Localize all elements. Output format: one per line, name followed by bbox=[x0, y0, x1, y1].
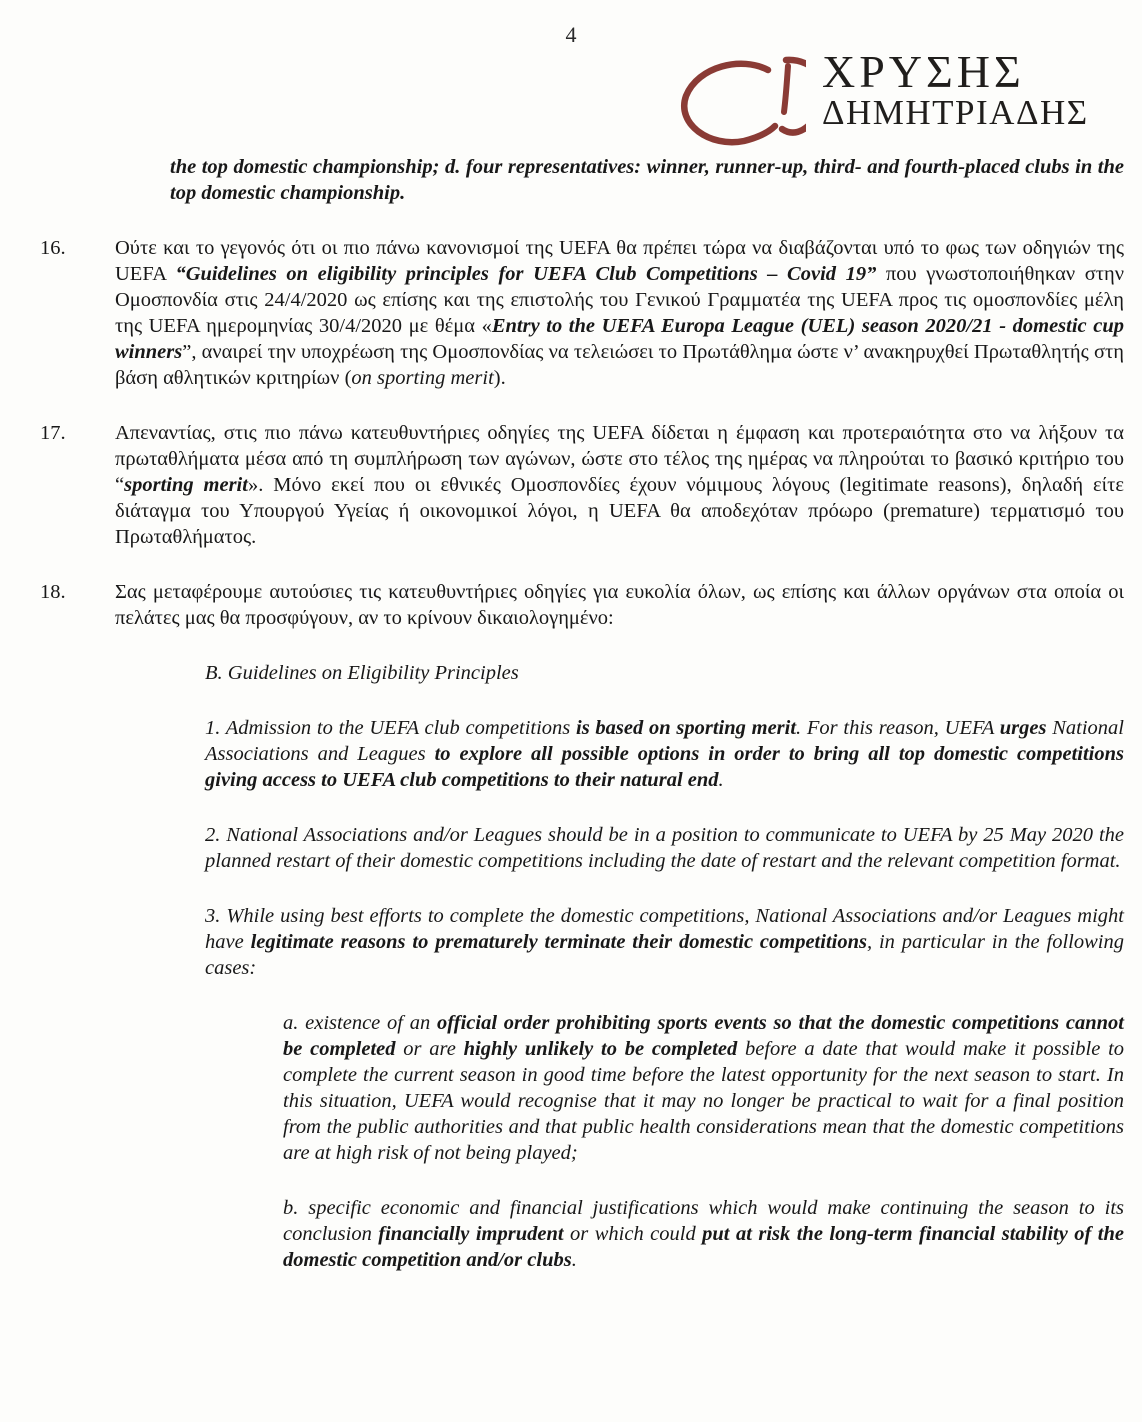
text-run: legitimate reasons to prematurely terminate their domestic competitions bbox=[250, 931, 867, 953]
firm-name-line2: ΔΗΜΗΤΡΙΑΔΗΣ bbox=[822, 93, 1089, 132]
paragraph-17 bbox=[0, 420, 1142, 550]
text-run: . bbox=[571, 1249, 577, 1271]
text-run: is based on sporting merit bbox=[576, 717, 797, 739]
guidelines-subitem-a bbox=[283, 1010, 1124, 1166]
guidelines-item-1 bbox=[205, 715, 1124, 793]
paragraph-16-number: 16. bbox=[40, 237, 66, 259]
paragraph-18 bbox=[0, 579, 1142, 631]
text-run: official order prohibiting sports events so that the domestic competitions cannot be completed bbox=[283, 1012, 1125, 1060]
text-run: . bbox=[718, 769, 724, 791]
text-run: , in particular in the following cases: bbox=[205, 931, 1124, 979]
guidelines-item-2 bbox=[205, 822, 1124, 874]
text-run: 3. While using best efforts to complete the domestic competitions, National Associations and/or Leagues might have bbox=[205, 905, 1124, 953]
text-run: “Guidelines on eligibility principles for UEFA Club Competitions – Covid 19” bbox=[175, 263, 877, 285]
text-run: put at risk the long-term financial stability of the domestic competition and/or clubs bbox=[283, 1223, 1124, 1271]
page-number: 4 bbox=[565, 22, 577, 47]
text-run: National Associations and Leagues bbox=[205, 717, 1124, 765]
text-run: Σας μεταφέρουμε αυτούσιες τις κατευθυντήριες οδηγίες για ευκολία όλων, ως επίσης και άλλων οργάνων στα οποία οι πελάτες μας θα προσφύγουν, αν το κρίνουν δικαιολογημένο: bbox=[115, 581, 1124, 629]
text-run: . For this reason, UEFA bbox=[796, 717, 1000, 739]
guidelines-heading bbox=[205, 660, 1124, 686]
text-run: on sporting merit bbox=[351, 367, 494, 389]
text-run: Ούτε και το γεγονός ότι οι πιο πάνω κανονισμοί της UEFA θα πρέπει τώρα να διαβάζονται υπό το φως των οδηγιών της UEFA bbox=[115, 237, 1124, 285]
cd-monogram-logo-icon bbox=[676, 56, 806, 155]
paragraph-16-text bbox=[115, 235, 1124, 391]
text-run: ». Μόνο εκεί που οι εθνικές Ομοσπονδίες έχουν νόμιμους λόγους (legitimate reasons), δηλαδή είτε διάταγμα του Υπουργού Υγείας ή οικονομικοί λόγοι, η UEFA θα αποδεχόταν πρόωρο (premature) τερματισμό του Πρωταθλήματος. bbox=[115, 474, 1124, 548]
text-run: or are bbox=[395, 1038, 464, 1060]
text-run: 1. Admission to the UEFA club competitions bbox=[205, 717, 577, 739]
text-run: sporting merit bbox=[124, 474, 248, 496]
text-run: B. Guidelines on Eligibility Principles bbox=[205, 662, 519, 684]
text-run: ). bbox=[493, 367, 506, 389]
carryover-quote-text bbox=[170, 154, 1124, 206]
firm-name-line1: ΧΡΥΣΗΣ bbox=[822, 46, 1025, 97]
paragraph-17-number: 17. bbox=[40, 422, 66, 444]
paragraph-18-text bbox=[115, 579, 1124, 631]
text-run: ”, αναιρεί την υποχρέωση της Ομοσπονδίας να τελειώσει το Πρωτάθλημα ώστε ν’ ανακηρυχθεί Πρωταθλητής στη βάση αθλητικών κριτηρίων ( bbox=[115, 341, 1124, 389]
text-run: or which could bbox=[563, 1223, 703, 1245]
paragraph-16 bbox=[0, 235, 1142, 391]
text-run: Απεναντίας, στις πιο πάνω κατευθυντήριες οδηγίες της UEFA δίδεται η έμφαση και προτεραιότητα στο να λήξουν τα πρωταθλήματα μέσα από τη συμπλήρωση των αγώνων, ώστε στο τέλος της ημέρας να πληρούται το βασικό κριτήριο του “ bbox=[115, 422, 1124, 496]
text-run: a. existence of an bbox=[283, 1012, 438, 1034]
guidelines-subitem-b bbox=[283, 1195, 1124, 1273]
guidelines-item-3 bbox=[205, 903, 1124, 981]
text-run: highly unlikely to be completed bbox=[463, 1038, 738, 1060]
text-run: to explore all possible options in order to bring all top domestic competitions giving access to UEFA club competitions to their natural end bbox=[205, 743, 1125, 791]
paragraph-17-text bbox=[115, 420, 1124, 550]
text-run: before a date that would make it possible to complete the current season in good time before the latest opportunity for the next season to start. In this situation, UEFA would recognise that it may no longer be practical to wait for a final position from the public authorities and that public health considerations mean that the domestic competitions are at high risk of not being played; bbox=[283, 1038, 1125, 1164]
text-run: b. specific economic and financial justifications which would make continuing the season to its conclusion bbox=[283, 1197, 1124, 1245]
text-run: Entry to the UEFA Europa League (UEL) season 2020/21 - domestic cup winners bbox=[115, 315, 1124, 363]
text-run: που γνωστοποιήθηκαν στην Ομοσπονδία στις 24/4/2020 ως επίσης και της επιστολής του Γενικού Γραμματέα της UEFA προς τις ομοσπονδίες μέλη της UEFA ημερομηνίας 30/4/2020 με θέμα « bbox=[115, 263, 1124, 337]
text-run: urges bbox=[999, 717, 1047, 739]
firm-name bbox=[822, 46, 1089, 132]
text-run: financially imprudent bbox=[378, 1223, 564, 1245]
text-run: the top domestic championship; d. four representatives: winner, runner-up, third- and fourth-placed clubs in the top domestic championship. bbox=[170, 156, 1124, 204]
letterhead bbox=[676, 46, 1089, 155]
paragraph-18-number: 18. bbox=[40, 581, 66, 603]
text-run: 2. National Associations and/or Leagues should be in a position to communicate to UEFA by 25 May 2020 the planned restart of their domestic competitions including the date of restart and the relevant competition format. bbox=[205, 824, 1124, 872]
